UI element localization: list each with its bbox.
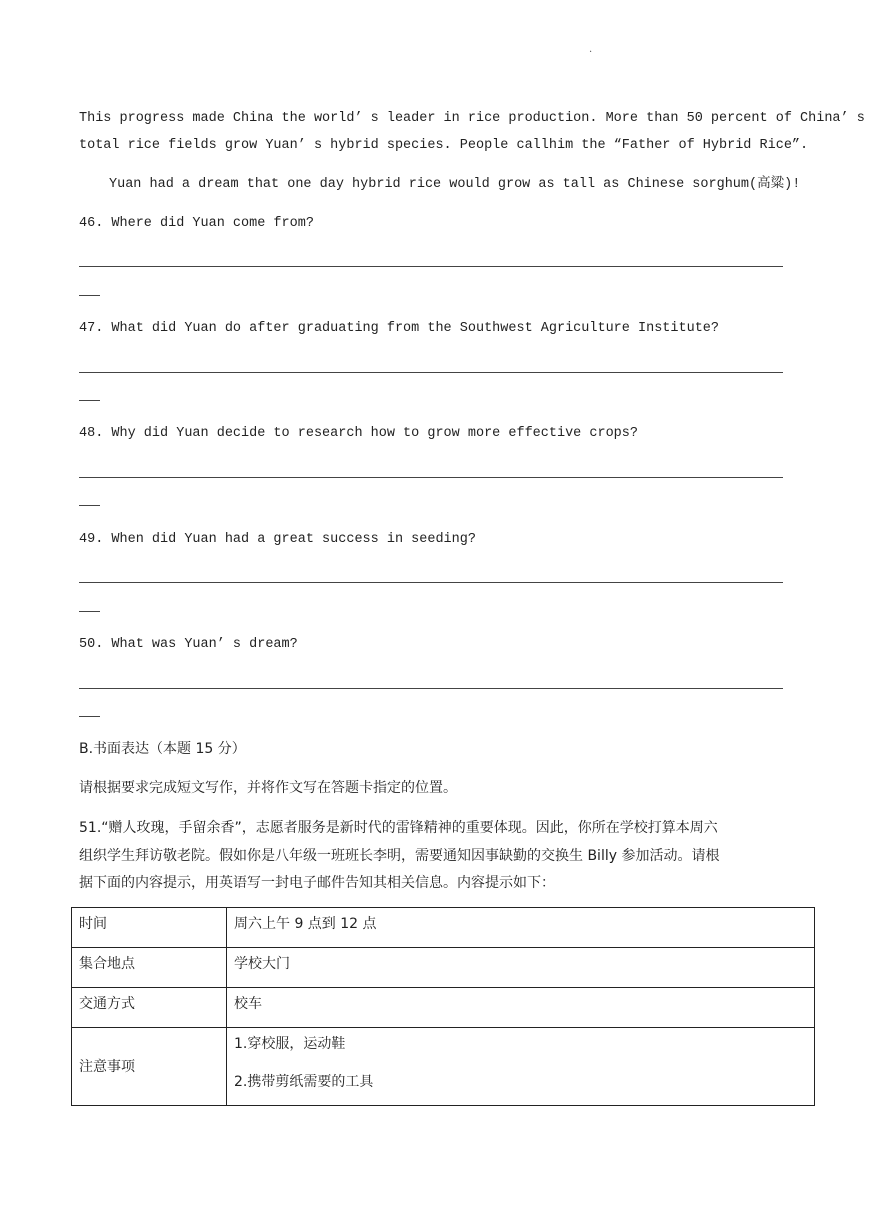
page-marker: . [589, 44, 593, 55]
writing-prompt-line-2: 组织学生拜访敬老院。假如你是八年级一班班长李明，需要通知因事缺勤的交换生 Billy 参加活动。请根 [79, 848, 720, 864]
question-49: 49. When did Yuan had a great success in seeding? [79, 532, 476, 547]
meeting-place-label: 集合地点 [72, 948, 227, 988]
section-b-instruction: 请根据要求完成短文写作，并将作文写在答题卡指定的位置。 [79, 780, 457, 796]
note-item: 2.携带剪纸需要的工具 [234, 1074, 374, 1090]
meeting-place-value: 学校大门 [227, 948, 815, 988]
answer-line-47-tail [79, 400, 100, 401]
time-value: 周六上午 9 点到 12 点 [227, 908, 815, 948]
table-row [72, 988, 815, 1028]
section-b-heading: B.书面表达（本题 15 分） [79, 741, 246, 757]
question-47: 47. What did Yuan do after graduating from the Southwest Agriculture Institute? [79, 321, 720, 336]
question-50: 50. What was Yuan’ s dream? [79, 637, 298, 652]
table-row [72, 908, 815, 948]
notes-value [227, 1028, 815, 1106]
answer-line-50[interactable] [79, 688, 783, 689]
answer-line-46[interactable] [79, 266, 783, 267]
writing-prompt-line-1: 51.“赠人玫瑰，手留余香”，志愿者服务是新时代的雷锋精神的重要体现。因此，你所在学校打算本周六 [79, 820, 718, 836]
passage-line-3: Yuan had a dream that one day hybrid rice would grow as tall as Chinese sorghum(高粱)! [109, 177, 801, 192]
answer-line-48[interactable] [79, 477, 783, 478]
question-46: 46. Where did Yuan come from? [79, 216, 314, 231]
transport-label: 交通方式 [72, 988, 227, 1028]
answer-line-50-tail [79, 716, 100, 717]
activity-info-table [71, 907, 815, 1106]
answer-line-49-tail [79, 611, 100, 612]
time-label: 时间 [72, 908, 227, 948]
transport-value: 校车 [227, 988, 815, 1028]
answer-line-46-tail [79, 295, 100, 296]
table-row [72, 1028, 815, 1106]
passage-line-2: total rice fields grow Yuan’ s hybrid species. People callhim the “Father of Hybrid Rice”. [79, 138, 809, 153]
question-48: 48. Why did Yuan decide to research how to grow more effective crops? [79, 426, 638, 441]
table-row [72, 948, 815, 988]
notes-label: 注意事项 [72, 1028, 227, 1106]
note-item: 1.穿校服，运动鞋 [234, 1036, 346, 1052]
answer-line-49[interactable] [79, 582, 783, 583]
answer-line-48-tail [79, 505, 100, 506]
writing-prompt-line-3: 据下面的内容提示，用英语写一封电子邮件告知其相关信息。内容提示如下： [79, 875, 555, 891]
answer-line-47[interactable] [79, 372, 783, 373]
passage-line-1: This progress made China the world’ s leader in rice production. More than 50 percent of China’ s [79, 111, 865, 126]
